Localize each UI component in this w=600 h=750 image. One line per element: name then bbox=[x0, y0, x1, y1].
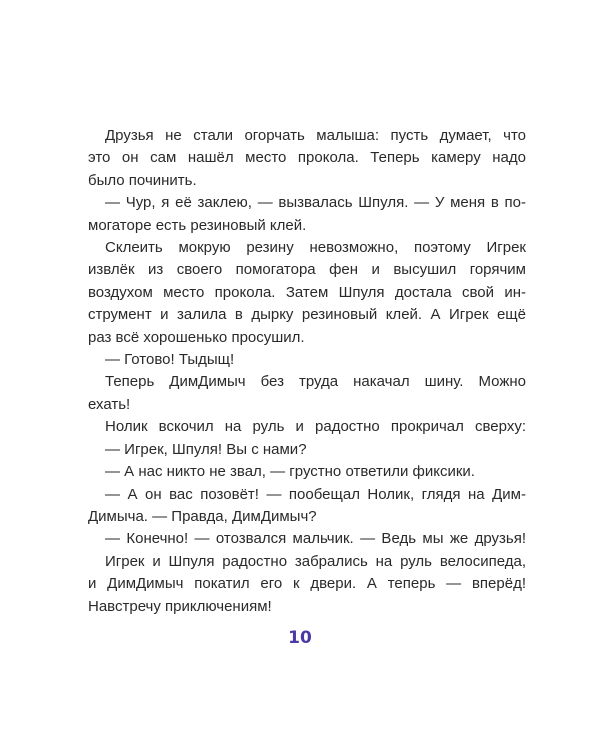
text-line: извлёк из своего помогатора фен и высушил горячим bbox=[88, 261, 526, 279]
text-line: — А он вас позовёт! — пообещал Нолик, глядя на Дим- bbox=[105, 485, 526, 503]
text-line: раз всё хорошенько просушил. bbox=[88, 328, 305, 346]
page-number: 10 bbox=[288, 628, 312, 648]
text-line: было починить. bbox=[88, 171, 197, 189]
text-line: Игрек и Шпуля радостно забрались на руль велосипеда, bbox=[105, 552, 526, 570]
text-line: Навстречу приключениям! bbox=[88, 597, 272, 615]
page-body-text bbox=[88, 125, 526, 618]
text-line: — Игрек, Шпуля! Вы с нами? bbox=[105, 440, 307, 458]
text-line: воздухом место прокола. Затем Шпуля достала свой ин- bbox=[88, 283, 526, 301]
text-line: Склеить мокрую резину невозможно, поэтому Игрек bbox=[105, 239, 526, 257]
text-line: Теперь ДимДимыч без труда накачал шину. Можно bbox=[105, 373, 526, 391]
text-line: Димыча. — Правда, ДимДимыч? bbox=[88, 507, 317, 525]
text-line: это он сам нашёл место прокола. Теперь камеру надо bbox=[88, 149, 526, 167]
text-line: могаторе есть резиновый клей. bbox=[88, 216, 307, 234]
text-line: — Конечно! — отозвался мальчик. — Ведь мы же друзья! bbox=[105, 530, 526, 548]
text-line: Нолик вскочил на руль и радостно прокричал сверху: bbox=[105, 418, 526, 436]
text-line: — Готово! Тыдыщ! bbox=[105, 351, 235, 369]
text-line: ехать! bbox=[88, 395, 131, 413]
text-line: Друзья не стали огорчать малыша: пусть думает, что bbox=[105, 127, 526, 144]
text-line: и ДимДимыч покатил его к двери. А теперь — вперёд! bbox=[88, 575, 526, 593]
text-line: струмент и залила в дырку резиновый клей. А Игрек ещё bbox=[88, 306, 526, 324]
text-line: — Чур, я её заклею, — вызвалась Шпуля. — У меня в по- bbox=[105, 194, 526, 212]
text-line: — А нас никто не звал, — грустно ответили фиксики. bbox=[105, 463, 475, 481]
